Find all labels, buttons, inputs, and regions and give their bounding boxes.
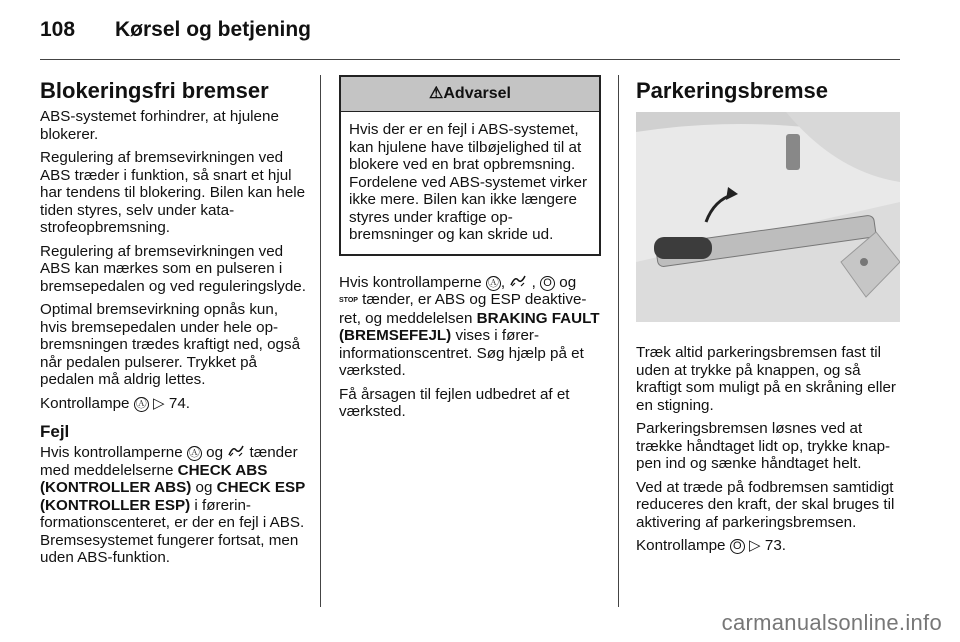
header-divider (40, 59, 900, 60)
kontrollampe-ref: Kontrollampe O ▷ 73. (636, 537, 787, 554)
paragraph-lamps: Hvis kontrollamperne Ⓐ , , O og STOP tænder, er ABS og ESP deaktiveret, og meddelelsen BRAKING FAULT (BREMSEFEJL) vises i førerinformationscentret. Søg hjælp på et værksted. (339, 273, 600, 379)
page-reference-link[interactable]: 73. (764, 537, 787, 554)
brake-warning-icon: O (540, 276, 555, 291)
abs-warning-icon: Ⓐ (188, 447, 200, 459)
chapter-title: Kørsel og betjening (115, 18, 312, 41)
subsection-title-fejl: Fejl (40, 422, 70, 441)
page-reference-link[interactable]: 74. (168, 394, 191, 412)
section-title-parking: Parkeringsbremse (636, 78, 828, 103)
paragraph: Parkeringsbremsen løsnes ved at trække håndtaget lidt op, trykke knappen ind og sænke håndtaget helt. (636, 420, 891, 472)
warning-text: Hvis der er en fejl i ABS-systemet, kan hjulene have tilbøjelighed til at blokere ved en brat opbremsning. Fordelene ved ABS-systemet virker ikke mere. Bilen kan ikke længere styres under kraftige opbremsninger og kan skride ud. (349, 121, 588, 243)
watermark: carmanualsonline.info (721, 610, 942, 635)
paragraph: Optimal bremsevirkning opnås kun, hvis bremsepedalen under hele opbremsningen trædes kraftigt ned, også når pedalen pulserer. Trykket på pedalen må aldrig lettes. (40, 301, 301, 388)
page-header (40, 18, 311, 42)
paragraph: Træk altid parkeringsbremsen fast til uden at trykke på knappen, og så kraftigt som muligt på en skråning eller en stigning. (636, 344, 896, 414)
warning-header (341, 77, 599, 112)
warning-triangle-icon: ⚠ (429, 85, 444, 102)
abs-warning-icon: Ⓐ (135, 397, 147, 410)
column-parking (636, 78, 900, 561)
kontrollampe-ref: Kontrollampe Ⓐ ▷ 74. (40, 394, 191, 412)
section-title-abs: Blokeringsfri bremser (40, 78, 269, 103)
column-divider-1 (320, 75, 321, 607)
esp-slide-icon (509, 274, 531, 291)
esp-slide-icon (227, 444, 249, 461)
paragraph: Få årsagen til fejlen udbedret af et værksted. (339, 385, 570, 420)
abs-warning-icon: Ⓐ (487, 276, 499, 289)
warning-box (339, 75, 601, 256)
warning-title: Advarsel (443, 85, 511, 102)
brake-warning-icon: O (730, 539, 745, 554)
paragraph-fejl: Hvis kontrollamperne Ⓐ og tænder med meddelelserne CHECK ABS (KONTROLLER ABS) og CHECK ESP (KONTROLLER ESP) i førerinformationscenteret, er der en fejl i ABS. Bremsesystemet fungerer fortsat, men uden ABS-funktion. (40, 444, 306, 566)
column-abs (40, 78, 306, 573)
paragraph: ABS-systemet forhindrer, at hjulene blokerer. (40, 108, 279, 143)
column-warning (339, 75, 601, 427)
column-divider-2 (618, 75, 619, 607)
paragraph: Regulering af bremsevirkningen ved ABS træder i funktion, så snart et hjul har tendens til blokering. Bilen kan hele tiden styres, selv under katastrofeopbremsning. (40, 149, 306, 236)
handbrake-illustration (636, 112, 900, 322)
reference-arrow-icon: ▷ (152, 394, 165, 412)
paragraph: Regulering af bremsevirkningen ved ABS kan mærkes som en pulseren i bremsepedalen og ved reguleringslyde. (40, 242, 306, 295)
reference-arrow-icon: ▷ (748, 537, 761, 554)
stop-icon: STOP (339, 297, 358, 304)
paragraph: Ved at træde på fodbremsen samtidigt reduceres den kraft, der skal bruges til aktivering af parkeringsbremsen. (636, 478, 895, 531)
page-number: 108 (40, 18, 76, 41)
